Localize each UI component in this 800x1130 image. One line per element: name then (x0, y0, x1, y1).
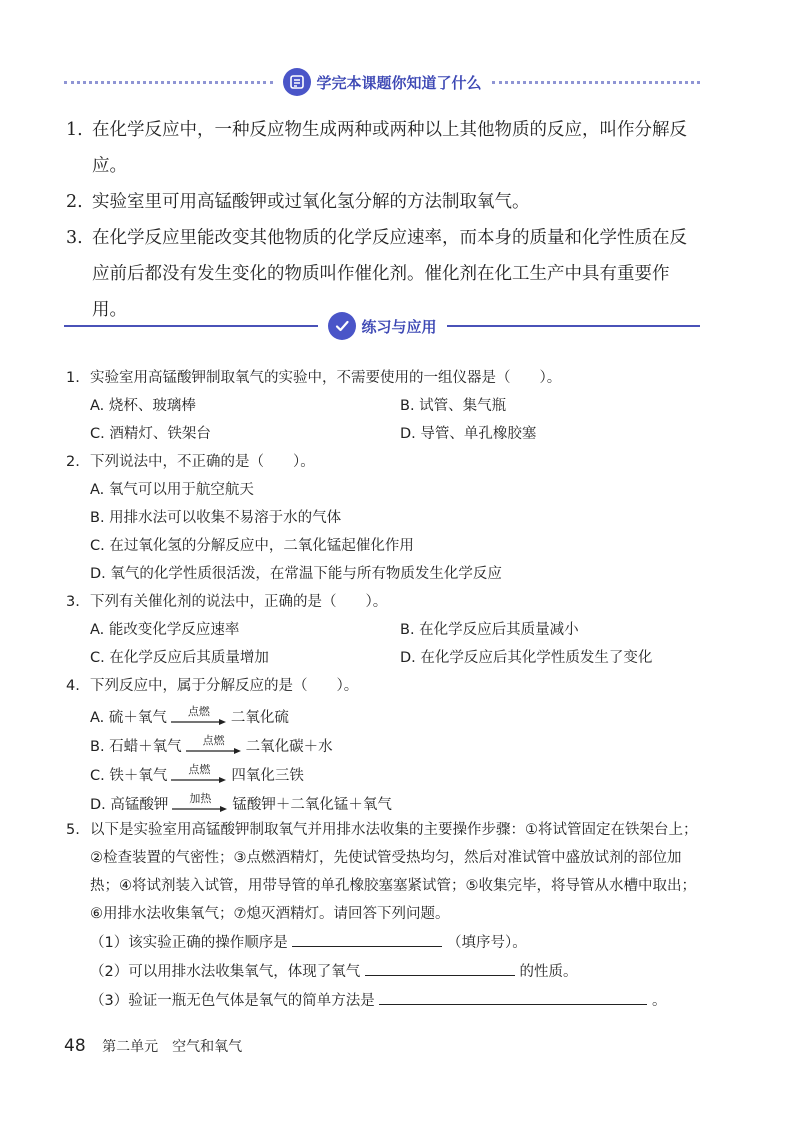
products: 二氧化碳＋水 (245, 739, 333, 755)
reaction-condition: 加热 (189, 792, 212, 805)
reaction-arrow (186, 735, 242, 755)
dotted-divider-right (492, 81, 701, 84)
arrow-right-icon (172, 805, 228, 813)
summary-item-text: 实验室里可用高锰酸钾或过氧化氢分解的方法制取氧气。 (92, 192, 530, 212)
dotted-divider-left (64, 81, 273, 84)
question-number: 3. (66, 594, 80, 610)
practice-section-header (64, 306, 700, 346)
reactants: B. 石蜡＋氧气 (90, 739, 182, 755)
book-icon (283, 68, 311, 96)
summary-item-number: 3. (66, 228, 83, 248)
option-d: D. 氧气的化学性质很活泼，在常温下能与所有物质发生化学反应 (90, 566, 502, 582)
question-number: 4. (66, 678, 80, 694)
summary-title: 学完本课题你知道了什么 (316, 73, 482, 92)
reaction-condition: 点燃 (188, 763, 211, 776)
reaction-condition: 点燃 (187, 705, 210, 718)
option-c: C. 在化学反应后其质量增加 (90, 650, 269, 666)
question-2-options (66, 476, 706, 588)
arrow-right-icon (186, 747, 242, 755)
summary-item-number: 1. (66, 120, 83, 140)
reaction-option-a (66, 700, 706, 729)
divider-right (447, 325, 701, 327)
products: 锰酸钾＋二氧化锰＋氧气 (232, 797, 392, 813)
divider-left (64, 325, 318, 327)
question-text: 下列说法中，不正确的是（ ）。 (90, 454, 315, 470)
summary-item (66, 184, 700, 220)
option-b: B. 试管、集气瓶 (400, 398, 507, 414)
question-number: 2. (66, 454, 80, 470)
reaction-option-b (66, 729, 706, 758)
question-1-options (66, 392, 706, 448)
sub-question-text: （填序号）。 (446, 935, 527, 951)
question-number: 5. (66, 822, 80, 838)
question-1 (66, 364, 706, 392)
summary-item (66, 112, 700, 184)
sub-question-text: （2）可以用排水法收集氧气，体现了氧气 (90, 964, 361, 980)
answer-blank[interactable] (292, 928, 442, 947)
question-text: 实验室用高锰酸钾制取氧气的实验中，不需要使用的一组仪器是（ ）。 (90, 370, 562, 386)
option-d: D. 在化学反应后其化学性质发生了变化 (400, 650, 653, 666)
question-text: 下列反应中，属于分解反应的是（ ）。 (90, 678, 359, 694)
sub-question-text: 的性质。 (519, 964, 578, 980)
summary-list (66, 112, 700, 328)
question-text: 下列有关催化剂的说法中，正确的是（ ）。 (90, 594, 388, 610)
question-text: 以下是实验室用高锰酸钾制取氧气并用排水法收集的主要操作步骤：①将试管固定在铁架台上；②检查装置的气密性；③点燃酒精灯，先使试管受热均匀，然后对准试管中盛放试剂的部位加热；④将试剂装入试管，用带导管的单孔橡胶塞塞紧试管；⑤收集完毕，将导管从水槽中取出；⑥用排水法收集氧气；⑦熄灭酒精灯。请回答下列问题。 (90, 822, 698, 922)
arrow-right-icon (171, 718, 227, 726)
sub-question-1 (66, 928, 706, 957)
reaction-arrow (172, 793, 228, 813)
pencil-check-icon (328, 312, 356, 340)
reaction-condition: 点燃 (202, 734, 225, 747)
unit-title: 第二单元 空气和氧气 (102, 1039, 243, 1055)
summary-item-number: 2. (66, 192, 83, 212)
summary-item-text: 在化学反应中，一种反应物生成两种或两种以上其他物质的反应，叫作分解反应。 (92, 120, 687, 176)
sub-question-3 (66, 986, 706, 1015)
summary-item-text: 在化学反应里能改变其他物质的化学反应速率，而本身的质量和化学性质在反应前后都没有发生变化的物质叫作催化剂。催化剂在化工生产中具有重要作用。 (92, 228, 687, 320)
option-b: B. 用排水法可以收集不易溶于水的气体 (90, 510, 342, 526)
sub-question-text: （1）该实验正确的操作顺序是 (90, 935, 288, 951)
summary-section-header (64, 62, 700, 102)
reaction-option-d (66, 787, 706, 816)
arrow-right-icon (171, 776, 227, 784)
reaction-arrow (171, 764, 227, 784)
option-c: C. 酒精灯、铁架台 (90, 426, 211, 442)
question-3-options (66, 616, 706, 672)
reaction-option-c (66, 758, 706, 787)
question-3 (66, 588, 706, 616)
reactants: C. 铁＋氧气 (90, 768, 168, 784)
answer-blank[interactable] (379, 986, 647, 1005)
option-c: C. 在过氧化氢的分解反应中，二氧化锰起催化作用 (90, 538, 414, 554)
products: 二氧化硫 (230, 710, 289, 726)
exercise-list (66, 364, 706, 1015)
question-4 (66, 672, 706, 700)
reactants: A. 硫＋氧气 (90, 710, 167, 726)
option-d: D. 导管、单孔橡胶塞 (400, 426, 537, 442)
option-a: A. 能改变化学反应速率 (90, 622, 240, 638)
page-footer (64, 1036, 242, 1056)
sub-question-text: 。 (651, 993, 667, 1009)
option-a: A. 氧气可以用于航空航天 (90, 482, 254, 498)
practice-title: 练习与应用 (361, 317, 437, 336)
reaction-arrow (171, 706, 227, 726)
option-a: A. 烧杯、玻璃棒 (90, 398, 196, 414)
page-number: 48 (64, 1036, 86, 1056)
sub-question-2 (66, 957, 706, 986)
sub-question-text: （3）验证一瓶无色气体是氧气的简单方法是 (90, 993, 375, 1009)
question-number: 1. (66, 370, 80, 386)
products: 四氧化三铁 (231, 768, 304, 784)
question-2 (66, 448, 706, 476)
answer-blank[interactable] (365, 957, 515, 976)
reactants: D. 高锰酸钾 (90, 797, 169, 813)
option-b: B. 在化学反应后其质量减小 (400, 622, 579, 638)
question-5 (66, 816, 706, 928)
